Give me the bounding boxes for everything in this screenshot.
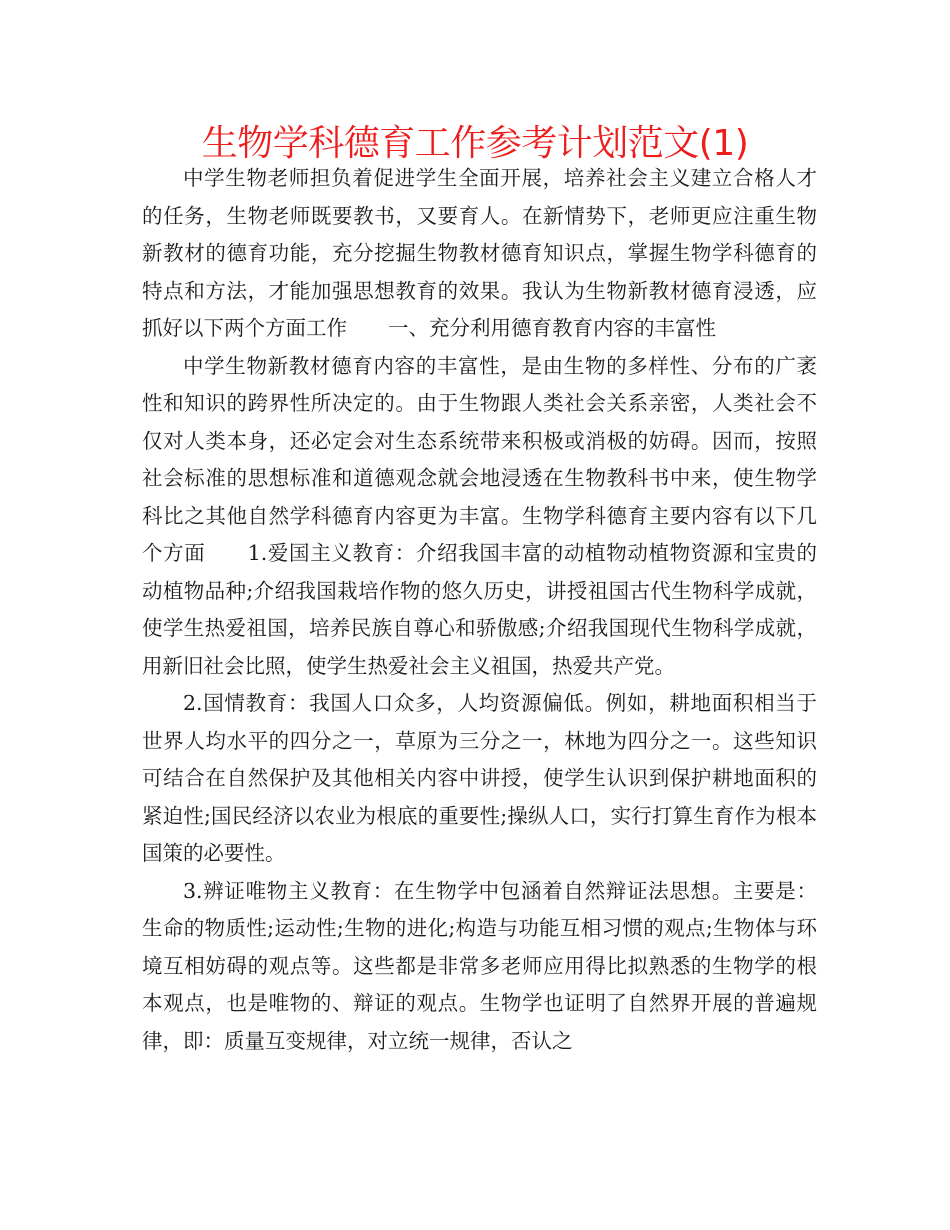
paragraph: 2.国情教育：我国人口众多，人均资源偏低。例如，耕地面积相当于世界人均水平的四分之一，草原为三分之一，林地为四分之一。这些知识可结合在自然保护及其他相关内容中讲授，使学生认识到保护耕地面积的紧迫性;国民经济以农业为根底的重要性;操纵人口，实行打算生育作为根本国策的必要性。 [142,691,817,865]
document-body [142,160,817,1060]
document-title: 生物学科德育工作参考计划范文(1) [201,123,749,164]
paragraph: 中学生物老师担负着促进学生全面开展，培养社会主义建立合格人才的任务，生物老师既要教书，又要育人。在新情势下，老师更应注重生物新教材的德育功能，充分挖掘生物教材德育知识点，掌握生物学科德育的特点和方法，才能加强思想教育的效果。我认为生物新教材德育浸透，应抓好以下两个方面工作 一、充分利用德育教育内容的丰富性 [142,166,817,340]
paragraph: 中学生物新教材德育内容的丰富性，是由生物的多样性、分布的广袤性和知识的跨界性所决定的。由于生物跟人类社会关系亲密，人类社会不仅对人类本身，还必定会对生态系统带来积极或消极的妨碍。因而，按照社会标准的思想标准和道德观念就会地浸透在生物教科书中来，使生物学科比之其他自然学科德育内容更为丰富。生物学科德育主要内容有以下几个方面 1.爱国主义教育：介绍我国丰富的动植物动植物资源和宝贵的动植物品种;介绍我国栽培作物的悠久历史，讲授祖国古代生物科学成就，使学生热爱祖国，培养民族自尊心和骄傲感;介绍我国现代生物科学成就，用新旧社会比照，使学生热爱社会主义祖国，热爱共产党。 [142,353,817,678]
paragraph: 3.辨证唯物主义教育：在生物学中包涵着自然辩证法思想。主要是：生命的物质性;运动性;生物的进化;构造与功能互相习惯的观点;生物体与环境互相妨碍的观点等。这些都是非常多老师应用得比拟熟悉的生物学的根本观点，也是唯物的、辩证的观点。生物学也证明了自然界开展的普遍规律，即：质量互变规律，对立统一规律，否认之 [142,878,817,1053]
